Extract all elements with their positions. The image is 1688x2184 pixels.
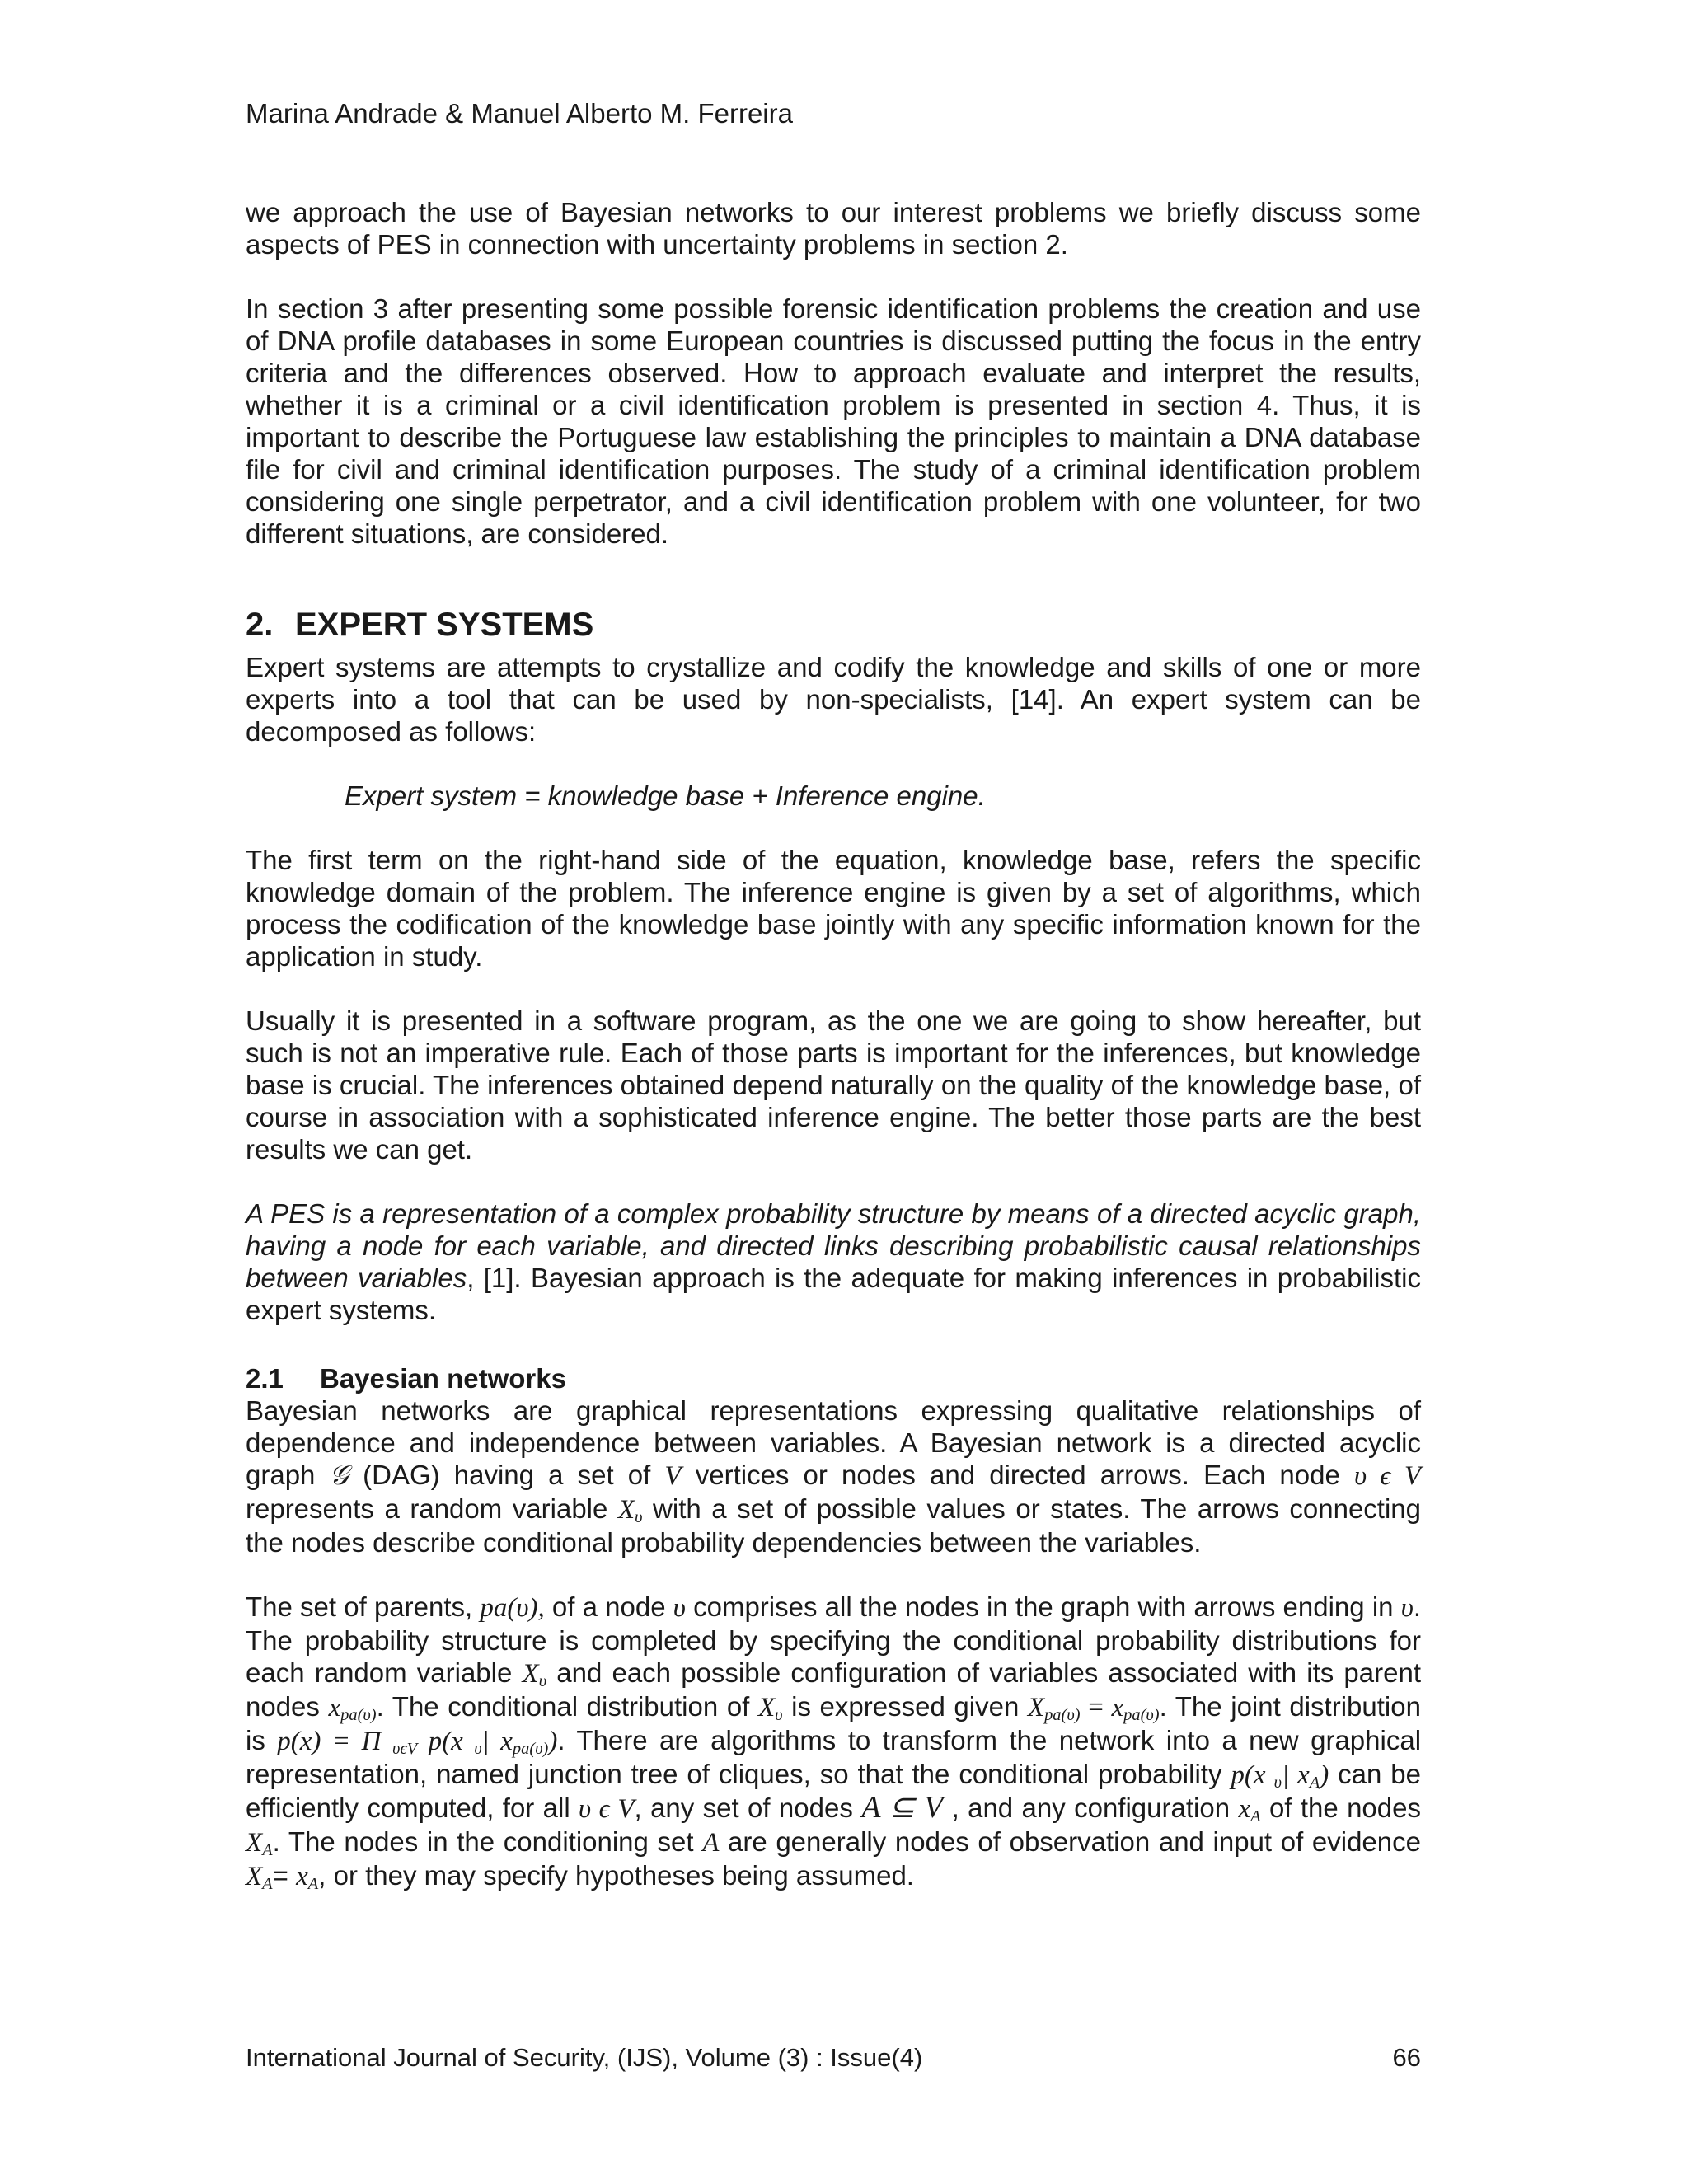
text-run: vertices or nodes and directed arrows. Each node [681, 1460, 1354, 1490]
text-run: The set of parents, [246, 1591, 481, 1622]
formula-subscript: υϵV [392, 1740, 418, 1759]
text-run: represents a random variable [246, 1493, 618, 1524]
symbol-base: X [617, 1495, 635, 1525]
text-run: . The conditional distribution of [376, 1691, 758, 1722]
intro-paragraph-2: In section 3 after presenting some possible forensic identification problems the creation and use of DNA profile databases in some European countries is discussed putting the focus in the entry criteria and the differences observed. How to approach evaluate and interpret the results, whether it is a criminal or a civil identification problem is presented in section 4. Thus, it is important to describe the Portuguese law establishing the principles to maintain a DNA database file for civil and criminal identification purposes. The study of a criminal identification problem considering one single perpetrator, and a civil identification problem with one volunteer, for two different situations, are considered. [246, 293, 1421, 549]
section-2-body [246, 651, 1421, 1893]
text-run: , any set of nodes [634, 1793, 862, 1823]
node-symbol: υ [1400, 1593, 1414, 1623]
expert-system-equation: Expert system = knowledge base + Inference engine. [345, 780, 986, 811]
formula-subscript: υ [1273, 1774, 1282, 1793]
section-2-paragraph-3: Usually it is presented in a software program, as the one we are going to show hereafter, but such is not an imperative rule. Each of those parts is important for the inferences, but knowledge base is crucial. The inferences obtained depend naturally on the quality of the knowledge base, of course in association with a sophisticated inference engine. The better those parts are the best results we can get. [246, 1005, 1421, 1165]
node-membership-symbol: υ ϵ V [579, 1794, 635, 1824]
section-2-number: 2. [246, 607, 274, 643]
text-run: of the nodes [1260, 1793, 1421, 1823]
text-run: , or they may specify hypotheses being assumed. [318, 1860, 914, 1891]
symbol-base: X [522, 1659, 539, 1689]
random-variable-symbol [757, 1693, 783, 1725]
symbol-base: x [1111, 1693, 1124, 1722]
section-2-paragraph-1: Expert systems are attempts to crystallize and codify the knowledge and skills of one or more experts into a tool that can be used by non-specialists, [14]. An expert system can be decomposed as follows: [246, 652, 1421, 747]
symbol-subscript: A [262, 1841, 273, 1860]
node-set-symbol [246, 1828, 273, 1858]
config-symbol [1238, 1794, 1260, 1824]
text-run: Bayesian networks are graphical representations expressing qualitative relationships of dependence and independence between variables. A Bayesian network is a directed acyclic graph [246, 1395, 1421, 1490]
intro-section [246, 196, 1421, 550]
node-membership-symbol: υ ϵ V [1353, 1461, 1421, 1491]
subset-symbol: A ⊆ V [861, 1790, 944, 1825]
random-variable-symbol [618, 1495, 643, 1525]
pes-definition-rest: , [1]. Bayesian approach is the adequate for making inferences in probabilistic expert systems. [246, 1263, 1422, 1325]
text-run: . The joint distribution is [246, 1691, 1421, 1755]
formula-part: p(x [417, 1727, 475, 1756]
journal-footer: International Journal of Security, (IJS), Volume (3) : Issue(4) [246, 2043, 923, 2072]
text-run: . The probability structure is completed by specifying the conditional probability distributions for each random variable [246, 1591, 1422, 1688]
parent-config-symbol [328, 1693, 377, 1725]
equals-sign: = [1080, 1693, 1112, 1722]
text-run: of a node [544, 1591, 673, 1622]
parents-symbol: pa(υ), [480, 1593, 545, 1623]
conditioning-set-symbol: A [702, 1828, 720, 1858]
formula-subscript: υ [474, 1740, 482, 1759]
formula-part: p(x) = Π [277, 1727, 393, 1756]
formula-part: | x [481, 1727, 513, 1756]
section-2-paragraph-4 [246, 1197, 1421, 1326]
symbol-base: X [246, 1862, 263, 1891]
random-variable-symbol [523, 1659, 547, 1689]
parent-config-symbol [1111, 1693, 1160, 1725]
text-run: . The nodes in the conditioning set [272, 1826, 703, 1857]
symbol-subscript: υ [775, 1706, 783, 1725]
vertex-set-symbol: V [664, 1461, 682, 1491]
text-run: can be efficiently computed, for all [246, 1759, 1422, 1823]
parent-variable-symbol [1027, 1693, 1081, 1725]
text-run: (DAG) having a set of [349, 1460, 665, 1490]
formula-subscript: A [1309, 1774, 1320, 1793]
joint-distribution-formula [277, 1727, 558, 1759]
text-run: comprises all the nodes in the graph with arrows ending in [685, 1591, 1401, 1622]
equals-sign: = [272, 1860, 297, 1891]
text-run: with a set of possible values or states. The arrows connecting the nodes describe conditional probability dependencies between the variables. [246, 1493, 1421, 1558]
symbol-base: x [1238, 1794, 1251, 1824]
symbol-base: X [757, 1693, 776, 1722]
symbol-base: X [246, 1828, 263, 1858]
section-2-1-title: Bayesian networks [320, 1363, 566, 1394]
text-run: and each possible configuration of variables associated with its parent nodes [246, 1657, 1421, 1722]
symbol-subscript: pa(υ) [1044, 1706, 1081, 1725]
pes-definition: A PES is a representation of a complex probability structure by means of a directed acyclic graph, having a node for each variable, and directed links describing probabilistic causal relationships between variables [246, 1198, 1421, 1293]
bayesian-paragraph-2 [246, 1591, 1421, 1893]
formula-part: ) [1320, 1760, 1329, 1790]
evidence-value-symbol [296, 1862, 319, 1894]
formula-part: p(x [1231, 1760, 1274, 1790]
text-run: is expressed given [782, 1691, 1028, 1722]
section-2-1-heading [246, 1362, 1421, 1394]
text-run: . There are algorithms to transform the network into a new graphical representation, named junction tree of cliques, so that the conditional probability [246, 1725, 1422, 1789]
symbol-subscript: υ [635, 1508, 643, 1527]
section-2-1-number: 2.1 [246, 1363, 284, 1394]
conditional-probability-formula [1231, 1760, 1329, 1793]
node-symbol: υ [673, 1593, 686, 1623]
intro-paragraph-1: we approach the use of Bayesian networks to our interest problems we briefly discuss some aspects of PES in connection with uncertainty problems in section 2. [246, 197, 1421, 260]
symbol-subscript: υ [538, 1672, 547, 1691]
symbol-subscript: pa(υ) [1123, 1706, 1160, 1725]
graph-symbol: 𝒢 [329, 1461, 349, 1491]
symbol-base: x [296, 1862, 308, 1891]
symbol-base: X [1027, 1693, 1045, 1722]
symbol-subscript: A [1250, 1807, 1261, 1826]
formula-part: | x [1281, 1760, 1310, 1790]
text-run: are generally nodes of observation and input of evidence [719, 1826, 1421, 1857]
bayesian-paragraph-1 [246, 1394, 1421, 1558]
symbol-subscript: A [307, 1875, 319, 1894]
formula-subscript: pa(υ) [512, 1740, 549, 1759]
symbol-subscript: A [262, 1875, 273, 1894]
symbol-subscript: pa(υ) [340, 1706, 377, 1725]
symbol-base: x [328, 1693, 341, 1722]
section-2-title: EXPERT SYSTEMS [295, 607, 594, 643]
evidence-symbol [246, 1862, 273, 1894]
page-number: 66 [1392, 2043, 1421, 2072]
section-2-paragraph-2: The first term on the right-hand side of the equation, knowledge base, refers the specific knowledge domain of the problem. The inference engine is given by a set of algorithms, which process the codification of the knowledge base jointly with any specific information known for the application in study. [246, 845, 1421, 972]
text-run: , and any configuration [943, 1793, 1239, 1823]
running-header: Marina Andrade & Manuel Alberto M. Ferreira [246, 98, 793, 129]
formula-part: ) [548, 1727, 558, 1756]
section-2-heading [246, 605, 593, 644]
